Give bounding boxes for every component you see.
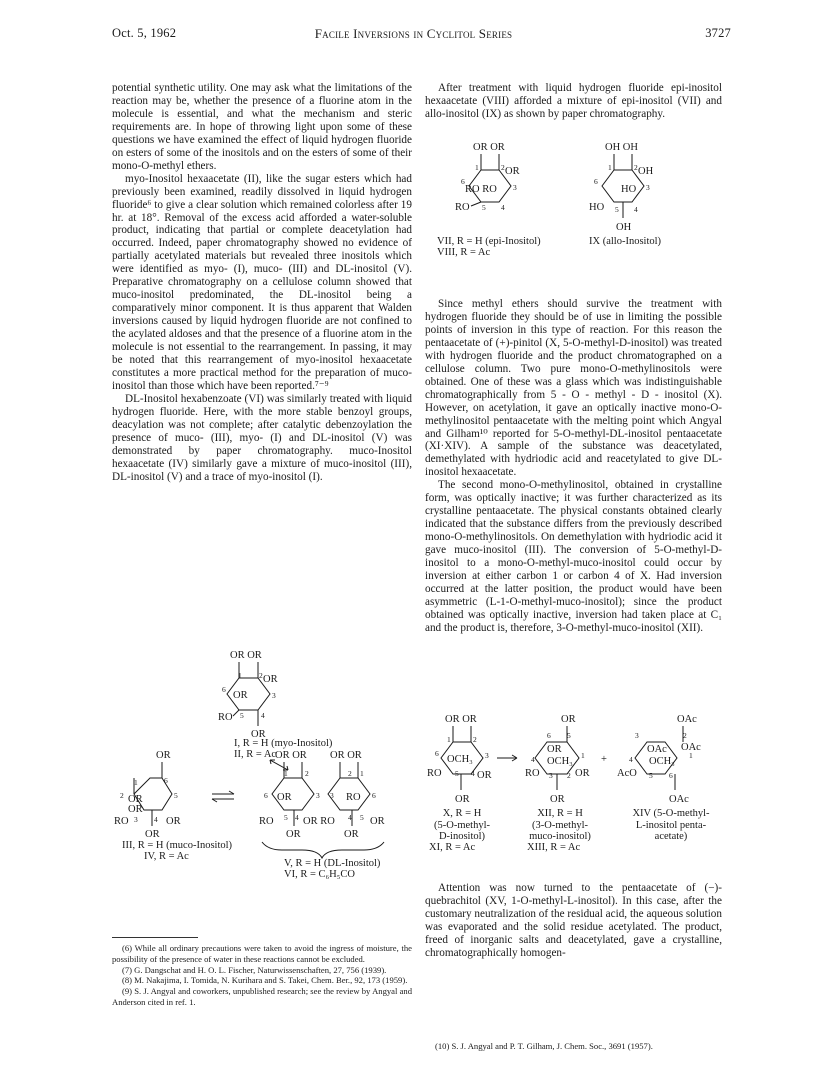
svg-text:1: 1: [360, 769, 364, 778]
paragraph: DL-Inositol hexabenzoate (VI) was similarly treated with liquid hydrogen fluoride. Here, with the more stable benzoyl groups, deacylation was not complete; after catalytic debenzoylation the presence of muco- (III), myo- (I) and DL-inositol (V) was demonstrated by paper chromatography. muco-Inositol hexaacetate (IV) similarly gave a mixture of muco-inositol (III), DL-inositol (V) and a trace of myo-inositol (I).: [112, 392, 412, 483]
footnote-8: (8) M. Nakajima, I. Tomida, N. Kurihara and S. Takei, Chem. Ber., 92, 173 (1959).: [122, 975, 408, 986]
svg-text:OR: OR: [145, 829, 160, 840]
svg-text:2: 2: [473, 735, 477, 744]
svg-text:6: 6: [164, 776, 168, 785]
caption-XIII: XIII, R = Ac: [527, 842, 581, 853]
svg-text:1: 1: [238, 671, 242, 680]
footnote-10: (10) S. J. Angyal and P. T. Gilham, J. Chem. Soc., 3691 (1957).: [435, 1041, 653, 1051]
svg-text:RO: RO: [114, 816, 129, 827]
left-column-text: [112, 82, 412, 484]
svg-text:RO: RO: [346, 792, 361, 803]
caption-III: III, R = H (muco-Inositol): [122, 840, 233, 851]
running-title: Facile Inversions in Cyclitol Series: [314, 26, 513, 41]
svg-text:OR: OR: [547, 744, 562, 755]
svg-text:2: 2: [348, 769, 352, 778]
caption-XI: XI, R = Ac: [429, 842, 476, 853]
svg-text:3: 3: [513, 183, 517, 192]
svg-text:2: 2: [120, 791, 124, 800]
svg-text:RO: RO: [455, 202, 470, 213]
svg-text:RO RO: RO RO: [465, 184, 497, 195]
right-column-text-top: [425, 82, 722, 121]
structure-XIV: [617, 714, 701, 805]
footnote-rule: [112, 937, 198, 938]
svg-text:2: 2: [683, 731, 687, 740]
svg-text:RO: RO: [218, 712, 233, 723]
caption-I: I, R = H (myo-Inositol): [234, 738, 333, 749]
svg-text:1: 1: [608, 163, 612, 172]
chemical-structures-svg: [425, 140, 722, 290]
svg-text:2: 2: [567, 771, 571, 780]
svg-text:OR: OR: [561, 714, 576, 725]
svg-text:RO: RO: [427, 768, 442, 779]
paragraph: Attention was now turned to the pentaacetate of (−)-quebrachitol (XV, 1-O-methyl-L-inositol). In this case, after the customary neutralization of the residual acid, the aqueous solution was evaporated and the solid residue acetylated. The product, freed of inorganic salts and deacetylated, gave a crystalline, chromatographically homogen-: [425, 882, 722, 959]
svg-text:1: 1: [689, 751, 693, 760]
structure-myo: [218, 650, 278, 740]
structure-epi: [455, 142, 520, 213]
caption-II: II, R = Ac: [234, 749, 277, 760]
svg-text:1: 1: [134, 778, 138, 787]
structure-muco: [114, 750, 181, 840]
svg-text:OR: OR: [277, 792, 292, 803]
caption-IV: IV, R = Ac: [144, 851, 189, 862]
svg-text:2: 2: [634, 163, 638, 172]
svg-text:3: 3: [134, 815, 138, 824]
svg-text:5: 5: [649, 771, 653, 780]
svg-text:2: 2: [259, 671, 263, 680]
svg-text:OR OR: OR OR: [473, 142, 505, 153]
paragraph: myo-Inositol hexaacetate (II), like the sugar esters which had previously been examined, readily dissolved in liquid hydrogen fluoride⁶ to give a clear solution which remained colorless after 19 hr. at 18°. Removal of the excess acid afforded a water-soluble product, indicating that partial or complete deacetylation had occurred. Indeed, paper chromatography showed no evidence of partially acetylated materials but revealed three inositols which were identified as myo- (I), muco- (III) and DL-inositol (V). Preparative chromatography on a cellulose column showed that muco-inositol predominated, the DL-inositol being a comparatively minor component. It is thus apparent that Walden inversions caused by liquid hydrogen fluoride are not confined to the acylated aldoses and that the presence of a fluorine atom in the molecule is not essential to the rearrangement. In passing, it may be noted that this rearrangement of myo-inositol hexaacetate constitutes a more practical method for the preparation of muco-inositol than those which have been reported.⁷⁻⁹: [112, 172, 412, 392]
svg-text:OR OR: OR OR: [330, 750, 362, 761]
svg-text:4: 4: [501, 203, 505, 212]
caption-VI: VI, R = C₆H₅CO: [284, 869, 355, 880]
svg-text:4: 4: [634, 205, 638, 214]
svg-text:OAc: OAc: [669, 794, 689, 805]
svg-text:OR OR: OR OR: [275, 750, 307, 761]
page-number: 3727: [705, 26, 731, 40]
paragraph: potential synthetic utility. One may ask what the limitations of the reaction may be, whether the presence of a fluorine atom in the molecule is essential, and what the mechanism and steric requirements are. In hope of throwing light upon some of these questions we have examined the effect of liquid hydrogen fluoride on esters of some of the inositols and on the esters of some of their mono-O-methyl ethers.: [112, 82, 412, 172]
footnote-7: (7) G. Dangschat and H. O. L. Fischer, Naturwissenschaften, 27, 756 (1939).: [122, 964, 387, 975]
svg-text:4: 4: [295, 813, 299, 822]
svg-text:2: 2: [305, 769, 309, 778]
svg-text:OR OR: OR OR: [445, 714, 477, 725]
svg-text:RO: RO: [259, 816, 274, 827]
svg-text:OR: OR: [550, 794, 565, 805]
svg-text:OR: OR: [251, 729, 266, 740]
svg-text:1: 1: [447, 735, 451, 744]
svg-text:OR: OR: [156, 750, 171, 761]
svg-text:OR: OR: [128, 794, 143, 805]
svg-text:5: 5: [615, 205, 619, 214]
svg-text:OR: OR: [575, 768, 590, 779]
footnote-6: (6) While all ordinary precautions were taken to avoid the ingress of moisture, the possibility of the presence of water in these reactions cannot be excluded.: [112, 943, 412, 964]
svg-text:4: 4: [261, 711, 265, 720]
svg-text:5: 5: [174, 791, 178, 800]
svg-text:OH: OH: [616, 222, 632, 233]
right-column-text-bottom: [425, 882, 722, 960]
footnote-9: (9) S. J. Angyal and coworkers, unpublished research; see the review by Angyal and Anderson cited in ref. 1.: [112, 986, 412, 1007]
svg-text:3: 3: [646, 183, 650, 192]
svg-text:5: 5: [482, 203, 486, 212]
svg-text:6: 6: [372, 791, 376, 800]
figure-epi-allo: [425, 140, 722, 290]
right-column-text-mid: [425, 298, 722, 635]
svg-text:+: +: [601, 754, 607, 765]
svg-text:1: 1: [581, 751, 585, 760]
footnotes: [112, 943, 412, 1008]
svg-text:5: 5: [567, 731, 571, 740]
svg-text:OAc: OAc: [677, 714, 697, 725]
svg-text:3: 3: [330, 791, 334, 800]
svg-text:6: 6: [669, 771, 673, 780]
chemical-structures-svg: [112, 648, 412, 923]
svg-text:6: 6: [222, 685, 226, 694]
svg-text:OR: OR: [263, 674, 278, 685]
svg-text:4: 4: [154, 815, 158, 824]
svg-text:OCH₃: OCH₃: [649, 756, 675, 767]
svg-text:OAc: OAc: [647, 744, 667, 755]
structure-dl-inositol: [259, 750, 385, 858]
svg-text:2: 2: [501, 163, 505, 172]
paragraph: The second mono-O-methylinositol, obtained in crystalline form, was optically inactive; it was further characterized as its crystalline pentaacetate. The physical constants obtained clearly indicated that the substance differs from the previously described mono-O-methylinositols. On demethylation with hydriodic acid it gave muco-inositol (III). The conversion of 5-O-methyl-D-inositol to a mono-O-methyl-muco-inositol could occur by inversion at either carbon 1 or carbon 4 of X. Had inversion occurred at the latter position, the product would have been asymmetric (L-1-O-methyl-muco-inositol); since the product obtained was optically inactive, inversion had taken place at C₁ and the product is, therefore, 3-O-methyl-muco-inositol (XII).: [425, 479, 722, 634]
svg-text:6: 6: [547, 731, 551, 740]
figure-inositol-structures: [112, 648, 412, 923]
svg-text:6: 6: [594, 177, 598, 186]
svg-text:AcO: AcO: [617, 768, 637, 779]
svg-text:4: 4: [629, 755, 633, 764]
svg-text:OCH₃: OCH₃: [547, 756, 573, 767]
svg-text:5: 5: [240, 711, 244, 720]
svg-text:5: 5: [284, 813, 288, 822]
svg-text:HO: HO: [621, 184, 637, 195]
svg-text:4: 4: [531, 755, 535, 764]
svg-text:HO: HO: [589, 202, 605, 213]
svg-text:1: 1: [475, 163, 479, 172]
svg-text:OR OR: OR OR: [230, 650, 262, 661]
svg-text:OR: OR: [455, 794, 470, 805]
svg-text:3: 3: [272, 691, 276, 700]
svg-text:OAc: OAc: [681, 742, 701, 753]
paragraph: Since methyl ethers should survive the treatment with hydrogen fluoride they should be of use in limiting the possible points of inversion in this type of reaction. For this reason the pentaacetate of (+)-pinitol (X, 5-O-methyl-D-inositol) was treated with hydrogen fluoride and the product chromatographed on a cellulose column. Two pure mono-O-methylinositols were obtained. One of these was a glass which was indistinguishable chromatographically from 5 - O - methyl - D - inositol (X). However, on acetylation, it gave an optically inactive mono-O-methylinositol pentaacetate with the melting point which Angyal and Gilham¹⁰ reported for 5-O-methyl-DL-inositol pentaacetate (XI·XIV). A sample of the substance was deacetylated, demethylated with hydriodic acid and reacetylated to give DL-inositol hexaacetate.: [425, 298, 722, 479]
svg-text:OR: OR: [370, 816, 385, 827]
structure-X: [427, 714, 492, 805]
svg-text:OR: OR: [128, 804, 143, 815]
svg-text:6: 6: [461, 177, 465, 186]
svg-text:3: 3: [635, 731, 639, 740]
svg-text:OH: OH: [638, 166, 654, 177]
svg-text:OR: OR: [166, 816, 181, 827]
svg-text:OR: OR: [286, 829, 301, 840]
caption-XIV: XIV (5-O-methyl- L-inositol penta- acetate): [632, 808, 710, 842]
structure-XII: [525, 714, 590, 805]
svg-text:4: 4: [471, 769, 475, 778]
caption-IX: IX (allo-Inositol): [589, 236, 662, 247]
svg-text:RO: RO: [525, 768, 540, 779]
structure-allo: [589, 142, 654, 233]
caption-VIII: VIII, R = Ac: [437, 247, 491, 258]
svg-text:4: 4: [348, 813, 352, 822]
svg-text:1: 1: [284, 769, 288, 778]
svg-text:3: 3: [485, 751, 489, 760]
svg-text:OR: OR: [505, 166, 520, 177]
svg-text:5: 5: [360, 813, 364, 822]
svg-text:5: 5: [455, 769, 459, 778]
svg-text:OH OH: OH OH: [605, 142, 638, 153]
svg-text:OR: OR: [477, 770, 492, 781]
svg-text:3: 3: [549, 771, 553, 780]
svg-text:OCH₃: OCH₃: [447, 754, 473, 765]
svg-text:3: 3: [316, 791, 320, 800]
caption-X: X, R = H (5-O-methyl- D-inositol): [434, 808, 490, 842]
caption-V: V, R = H (DL-Inositol): [284, 858, 381, 869]
caption-VII: VII, R = H (epi-Inositol): [437, 236, 541, 247]
svg-text:OR RO: OR RO: [303, 816, 335, 827]
header-date: Oct. 5, 1962: [112, 26, 177, 40]
svg-text:OR: OR: [233, 690, 248, 701]
figure-methylinositols: [425, 712, 722, 877]
paragraph: After treatment with liquid hydrogen fluoride epi-inositol hexaacetate (VIII) afforded a mixture of epi-inositol (VII) and allo-inositol (IX) as shown by paper chromatography.: [425, 82, 722, 120]
svg-text:6: 6: [435, 749, 439, 758]
caption-XII: XII, R = H (3-O-methyl- muco-inositol): [529, 808, 591, 842]
svg-text:6: 6: [264, 791, 268, 800]
svg-text:OR: OR: [344, 829, 359, 840]
